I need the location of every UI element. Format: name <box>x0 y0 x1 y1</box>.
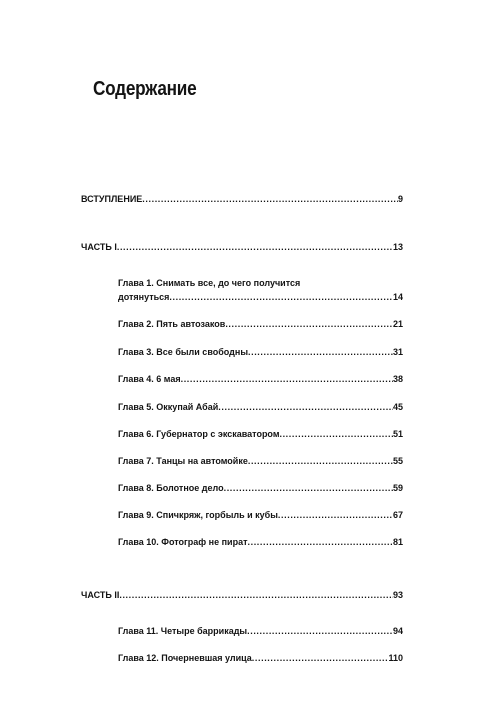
toc-entry-part-2 <box>81 589 403 601</box>
toc-entry-chapter-9 <box>118 509 403 521</box>
toc-entry-chapter-6 <box>118 428 403 440</box>
toc-entry-label: дотянуться <box>118 292 170 302</box>
page-title: Содержание <box>93 78 197 100</box>
dot-leader <box>169 291 393 303</box>
toc-entry-page: 110 <box>388 653 403 663</box>
toc-entry-page: 55 <box>392 456 403 466</box>
toc-entry-chapter-1-line1: Глава 1. Снимать все, до чего получится <box>118 278 301 288</box>
toc-entry-page: 21 <box>392 319 403 329</box>
toc-entry-intro <box>81 193 403 205</box>
toc-entry-chapter-7 <box>118 455 403 467</box>
toc-entry-chapter-2 <box>118 318 403 330</box>
toc-entry-label: Глава 7. Танцы на автомойке <box>118 456 248 466</box>
toc-entry-chapter-11 <box>118 625 403 637</box>
toc-entry-chapter-5 <box>118 401 403 413</box>
toc-entry-chapter-8 <box>118 482 403 494</box>
toc-entry-label: ВСТУПЛЕНИЕ <box>81 194 143 204</box>
toc-entry-chapter-3 <box>118 346 403 358</box>
dot-leader <box>248 536 393 548</box>
toc-entry-label: Глава 4. 6 мая <box>118 374 181 384</box>
toc-entry-page: 94 <box>392 626 403 636</box>
toc-entry-part-1 <box>81 241 403 253</box>
dot-leader <box>181 373 393 385</box>
toc-entry-chapter-10 <box>118 536 403 548</box>
toc-entry-label: Глава 8. Болотное дело <box>118 483 224 493</box>
toc-entry-chapter-4 <box>118 373 403 385</box>
toc-entry-label: Глава 10. Фотограф не пират <box>118 537 248 547</box>
dot-leader <box>248 455 393 467</box>
toc-entry-page: 38 <box>392 374 403 384</box>
toc-entry-label: Глава 3. Все были свободны <box>118 347 248 357</box>
dot-leader <box>117 241 393 253</box>
toc-entry-page: 14 <box>392 292 403 302</box>
toc-entry-label: Глава 5. Оккупай Абай <box>118 402 219 412</box>
dot-leader <box>224 482 393 494</box>
toc-entry-chapter-1 <box>118 291 403 303</box>
toc-entry-label: ЧАСТЬ II <box>81 590 120 600</box>
dot-leader <box>247 625 393 637</box>
toc-entry-page: 93 <box>392 590 403 600</box>
toc-entry-label: Глава 2. Пять автозаков <box>118 319 226 329</box>
dot-leader <box>252 652 389 664</box>
dot-leader <box>278 509 393 521</box>
toc-entry-page: 67 <box>392 510 403 520</box>
toc-entry-label: Глава 6. Губернатор с экскаватором <box>118 429 280 439</box>
toc-entry-label: ЧАСТЬ I <box>81 242 117 252</box>
toc-entry-page: 31 <box>392 347 403 357</box>
toc-entry-page: 13 <box>392 242 403 252</box>
toc-entry-label: Глава 9. Спичкряж, горбыль и кубы <box>118 510 278 520</box>
dot-leader <box>248 346 393 358</box>
toc-entry-label: Глава 12. Почерневшая улица <box>118 653 252 663</box>
toc-entry-chapter-12 <box>118 652 403 664</box>
toc-entry-page: 81 <box>392 537 403 547</box>
toc-entry-page: 45 <box>392 402 403 412</box>
toc-entry-page: 59 <box>392 483 403 493</box>
dot-leader <box>279 428 393 440</box>
dot-leader <box>142 193 398 205</box>
dot-leader <box>218 401 393 413</box>
toc-entry-page: 51 <box>392 429 403 439</box>
toc-entry-page: 9 <box>397 194 403 204</box>
dot-leader <box>225 318 393 330</box>
dot-leader <box>119 589 393 601</box>
toc-entry-label: Глава 11. Четыре баррикады <box>118 626 248 636</box>
